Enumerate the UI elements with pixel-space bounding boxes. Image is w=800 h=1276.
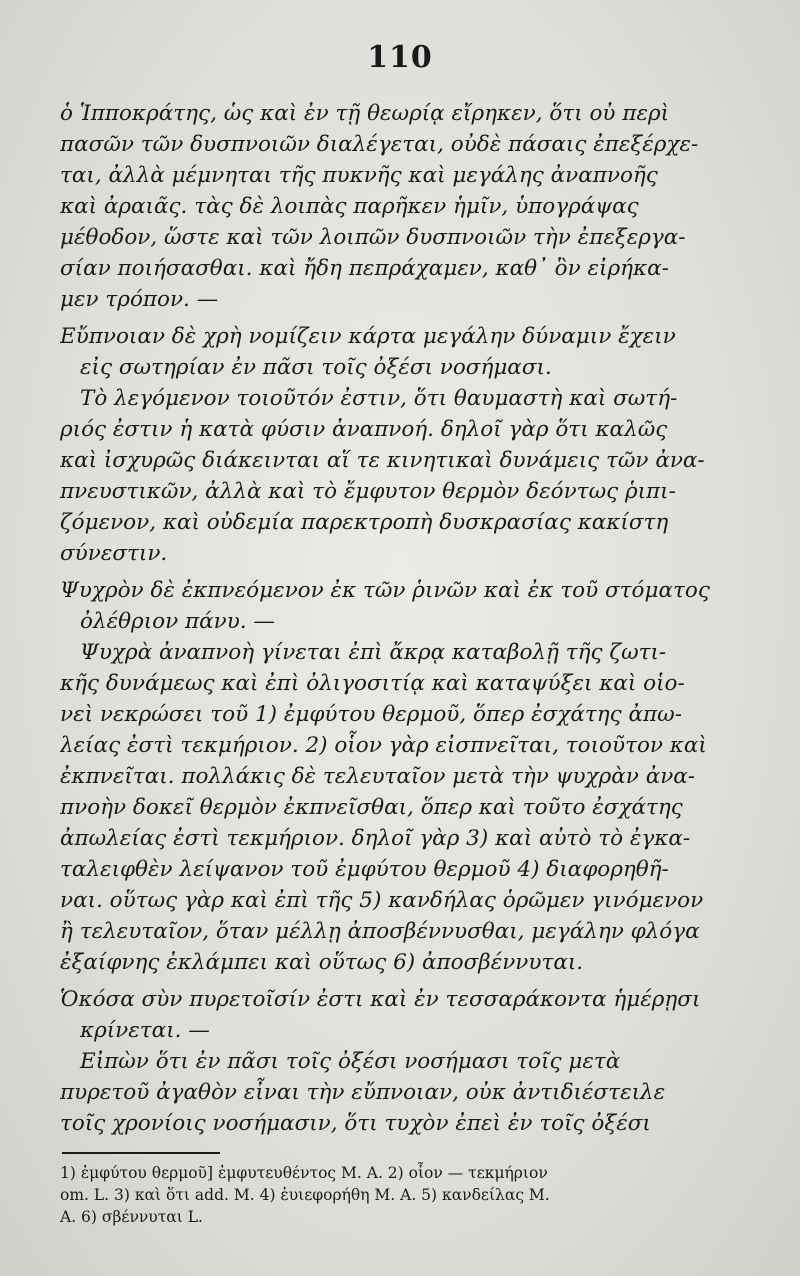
text-line: ἀπωλείας ἐστὶ τεκμήριον. δηλοῖ γὰρ 3) καὶ αὐτὸ τὸ ἐγκα- (60, 826, 691, 851)
text-line: Ψυχρὰ ἀναπνοὴ γίνεται ἐπὶ ἄκρᾳ καταβολῇ τῆς ζωτι- (80, 640, 667, 665)
text-line: μεν τρόπον. — (60, 287, 219, 312)
text-line: τοῖς χρονίοις νοσήμασιν, ὅτι τυχὸν ἐπεὶ ἐν τοῖς ὀξέσι (60, 1111, 651, 1136)
text-line: ριός ἐστιν ἡ κατὰ φύσιν ἀναπνοή. δηλοῖ γὰρ ὅτι καλῶς (60, 417, 668, 442)
text-line: πασῶν τῶν δυσπνοιῶν διαλέγεται, οὐδὲ πάσαις ἐπεξέρχε- (60, 132, 699, 157)
footnotes (60, 1162, 732, 1228)
aphorism-line: ὀλέθριον πάνυ. — (80, 609, 275, 634)
text-line: μέθοδον, ὥστε καὶ τῶν λοιπῶν δυσπνοιῶν τὴν ἐπεξεργα- (60, 225, 686, 250)
text-line: σίαν ποιήσασθαι. καὶ ἤδη πεπράχαμεν, καθ᾽ ὃν εἰρήκα- (60, 256, 669, 281)
aphorism-line: Ὁκόσα σὺν πυρετοῖσίν ἐστι καὶ ἐν τεσσαράκοντα ἡμέρῃσι (60, 987, 701, 1012)
text-line: καὶ ἰσχυρῶς διάκεινται αἵ τε κινητικαὶ δυνάμεις τῶν ἀνα- (60, 448, 705, 473)
text-line: ὁ Ἱπποκράτης, ὡς καὶ ἐν τῇ θεωρίᾳ εἴρηκεν, ὅτι οὐ περὶ (60, 101, 670, 126)
text-line: πνευστικῶν, ἀλλὰ καὶ τὸ ἔμφυτον θερμὸν δεόντως ῥιπι- (60, 479, 676, 504)
aphorism-line: εἰς σωτηρίαν ἐν πᾶσι τοῖς ὀξέσι νοσήμασι. (80, 355, 552, 380)
footnote-line: om. L. 3) καὶ ὅτι add. M. 4) ἐυιεφορήθη M. A. 5) κανδείλας M. (60, 1186, 550, 1204)
text-line: πνοὴν δοκεῖ θερμὸν ἐκπνεῖσθαι, ὅπερ καὶ τοῦτο ἐσχάτης (60, 795, 683, 820)
text-line: ται, ἀλλὰ μέμνηται τῆς πυκνῆς καὶ μεγάλης ἀναπνοῆς (60, 163, 658, 188)
aphorism-line: κρίνεται. — (80, 1018, 210, 1043)
text-line: κῆς δυνάμεως καὶ ἐπὶ ὀλιγοσιτίᾳ καὶ καταψύξει καὶ οἱο- (60, 671, 685, 696)
text-line: πυρετοῦ ἀγαθὸν εἶναι τὴν εὔπνοιαν, οὐκ ἀντιδιέστειλε (60, 1080, 666, 1105)
text-line: ἐξαίφνης ἐκλάμπει καὶ οὕτως 6) ἀποσβέννυται. (60, 950, 584, 975)
text-line: λείας ἐστὶ τεκμήριον. 2) οἷον γὰρ εἰσπνεῖται, τοιοῦτον καὶ (60, 733, 707, 758)
text-line: καὶ ἀραιᾶς. τὰς δὲ λοιπὰς παρῆκεν ἡμῖν, ὑπογράψας (60, 194, 639, 219)
footnote-divider (62, 1152, 220, 1154)
main-text (60, 98, 732, 1139)
text-line: ἢ τελευταῖον, ὅταν μέλλῃ ἀποσβέννυσθαι, μεγάλην φλόγα (60, 919, 700, 944)
text-line: σύνεστιν. (60, 541, 168, 566)
text-line: ἐκπνεῖται. πολλάκις δὲ τελευταῖον μετὰ τὴν ψυχρὰν ἀνα- (60, 764, 696, 789)
text-line: Εἰπὼν ὅτι ἐν πᾶσι τοῖς ὀξέσι νοσήμασι τοῖς μετὰ (80, 1049, 621, 1074)
footnote-line: 1) ἐμφύτου θερμοῦ] ἐμφυτευθέντος M. A. 2) οἷον — τεκμήριον (60, 1164, 548, 1182)
aphorism-line: Εὔπνοιαν δὲ χρὴ νομίζειν κάρτα μεγάλην δύναμιν ἔχειν (60, 324, 676, 349)
footnote-line: A. 6) σβέννυται L. (60, 1208, 203, 1226)
aphorism-line: Ψυχρὸν δὲ ἐκπνεόμενον ἐκ τῶν ῥινῶν καὶ ἐκ τοῦ στόματος (60, 578, 710, 603)
page-number: 110 (367, 40, 433, 75)
text-line: ταλειφθὲν λείψανον τοῦ ἐμφύτου θερμοῦ 4) διαφορηθῆ- (60, 857, 669, 882)
text-line: ναι. οὕτως γὰρ καὶ ἐπὶ τῆς 5) κανδήλας ὁρῶμεν γινόμενον (60, 888, 704, 913)
text-line: Τὸ λεγόμενον τοιοῦτόν ἐστιν, ὅτι θαυμαστὴ καὶ σωτή- (80, 386, 678, 411)
text-line: νεὶ νεκρώσει τοῦ 1) ἐμφύτου θερμοῦ, ὅπερ ἐσχάτης ἀπω- (60, 702, 682, 727)
text-line: ζόμενον, καὶ οὐδεμία παρεκτροπὴ δυσκρασίας κακίστη (60, 510, 669, 535)
